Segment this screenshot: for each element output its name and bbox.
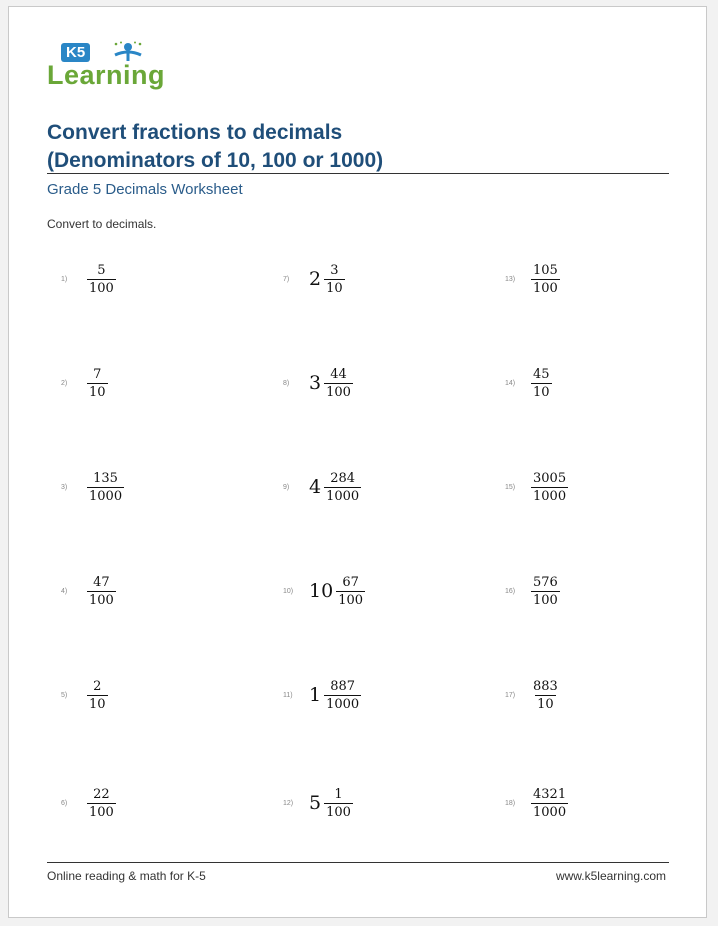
problem-number: 14) (505, 379, 516, 387)
problem-item (283, 361, 353, 405)
denominator: 100 (326, 384, 351, 400)
k5-learning-logo (45, 37, 175, 99)
fraction (324, 366, 353, 401)
problem-number: 8) (283, 379, 290, 387)
fraction (87, 366, 108, 401)
numerator: 4321 (533, 786, 567, 802)
numerator: 105 (533, 262, 558, 278)
numerator: 22 (93, 786, 110, 802)
footer-divider (47, 862, 669, 863)
numerator: 3 (330, 262, 339, 278)
numerator: 47 (93, 574, 110, 590)
worksheet-page (8, 6, 707, 918)
problem-number: 2) (61, 379, 68, 387)
fraction (324, 470, 361, 505)
problem-number: 5) (61, 691, 68, 699)
numerator: 883 (533, 678, 558, 694)
problem-number: 16) (505, 587, 516, 595)
denominator: 100 (533, 592, 558, 608)
fraction (336, 574, 365, 609)
numerator: 135 (93, 470, 118, 486)
problem-item (505, 781, 568, 825)
whole-number: 1 (309, 684, 322, 706)
numerator: 5 (97, 262, 106, 278)
problem-item (283, 465, 361, 509)
problem-number: 1) (61, 275, 68, 283)
whole-number: 10 (309, 580, 334, 602)
problem-number: 15) (505, 483, 516, 491)
whole-number: 2 (309, 268, 322, 290)
problem-number: 7) (283, 275, 290, 283)
denominator: 1000 (533, 804, 567, 820)
fraction (531, 574, 560, 609)
problem-item (61, 781, 116, 825)
problem-item (61, 465, 124, 509)
instructions: Convert to decimals. (47, 217, 157, 231)
numerator: 1 (334, 786, 343, 802)
problem-number: 3) (61, 483, 68, 491)
problem-item (283, 569, 365, 613)
whole-number: 4 (309, 476, 322, 498)
title-divider (47, 173, 669, 174)
fraction (87, 574, 116, 609)
problem-item (283, 257, 345, 301)
denominator: 100 (89, 280, 114, 296)
fraction (87, 470, 124, 505)
problem-item (283, 673, 361, 717)
problem-number: 11) (283, 691, 293, 699)
fraction (87, 786, 116, 821)
numerator: 7 (93, 366, 102, 382)
denominator: 100 (338, 592, 364, 608)
problem-item (505, 257, 560, 301)
problem-item (505, 569, 560, 613)
problem-item (61, 673, 108, 717)
problem-item (61, 361, 108, 405)
fraction (531, 786, 568, 821)
problem-item (505, 361, 552, 405)
denominator: 1000 (89, 488, 123, 504)
denominator: 100 (89, 592, 114, 608)
problem-number: 4) (61, 587, 68, 595)
fraction (87, 262, 116, 297)
fraction (531, 678, 560, 713)
denominator: 100 (533, 280, 558, 296)
denominator: 10 (533, 384, 550, 400)
page-title (47, 119, 383, 175)
numerator: 67 (342, 574, 359, 590)
denominator: 1000 (326, 488, 360, 504)
denominator: 10 (89, 696, 106, 712)
subtitle: Grade 5 Decimals Worksheet (47, 181, 243, 198)
fraction (324, 786, 353, 821)
numerator: 45 (533, 366, 550, 382)
logo-text: Learning (47, 60, 166, 90)
fraction (87, 678, 108, 713)
numerator: 284 (330, 470, 356, 486)
whole-number: 5 (309, 792, 322, 814)
denominator: 10 (89, 384, 106, 400)
numerator: 887 (330, 678, 356, 694)
numerator: 3005 (533, 470, 567, 486)
fraction (324, 262, 345, 297)
problem-number: 18) (505, 799, 516, 807)
problem-item (61, 257, 116, 301)
fraction (324, 678, 361, 713)
problem-number: 6) (61, 799, 68, 807)
fraction (531, 262, 560, 297)
footer-tagline: Online reading & math for K-5 (47, 869, 206, 883)
title-line-2: (Denominators of 10, 100 or 1000) (47, 149, 384, 172)
denominator: 10 (326, 280, 343, 296)
problem-number: 10) (283, 587, 294, 595)
fraction (531, 470, 568, 505)
denominator: 100 (89, 804, 114, 820)
problem-item (505, 465, 568, 509)
problem-number: 12) (283, 799, 294, 807)
problem-number: 9) (283, 483, 290, 491)
problem-item (283, 781, 353, 825)
denominator: 100 (326, 804, 351, 820)
problem-item (505, 673, 560, 717)
problem-number: 17) (505, 691, 516, 699)
denominator: 1000 (533, 488, 567, 504)
logo-badge: K5 (61, 43, 90, 62)
denominator: 10 (537, 696, 554, 712)
problem-number: 13) (505, 275, 516, 283)
numerator: 576 (533, 574, 558, 590)
numerator: 44 (330, 366, 347, 382)
title-line-1: Convert fractions to decimals (47, 121, 343, 144)
footer-url: www.k5learning.com (555, 869, 666, 883)
whole-number: 3 (309, 372, 322, 394)
denominator: 1000 (326, 696, 360, 712)
numerator: 2 (93, 678, 102, 694)
problem-item (61, 569, 116, 613)
fraction (531, 366, 552, 401)
